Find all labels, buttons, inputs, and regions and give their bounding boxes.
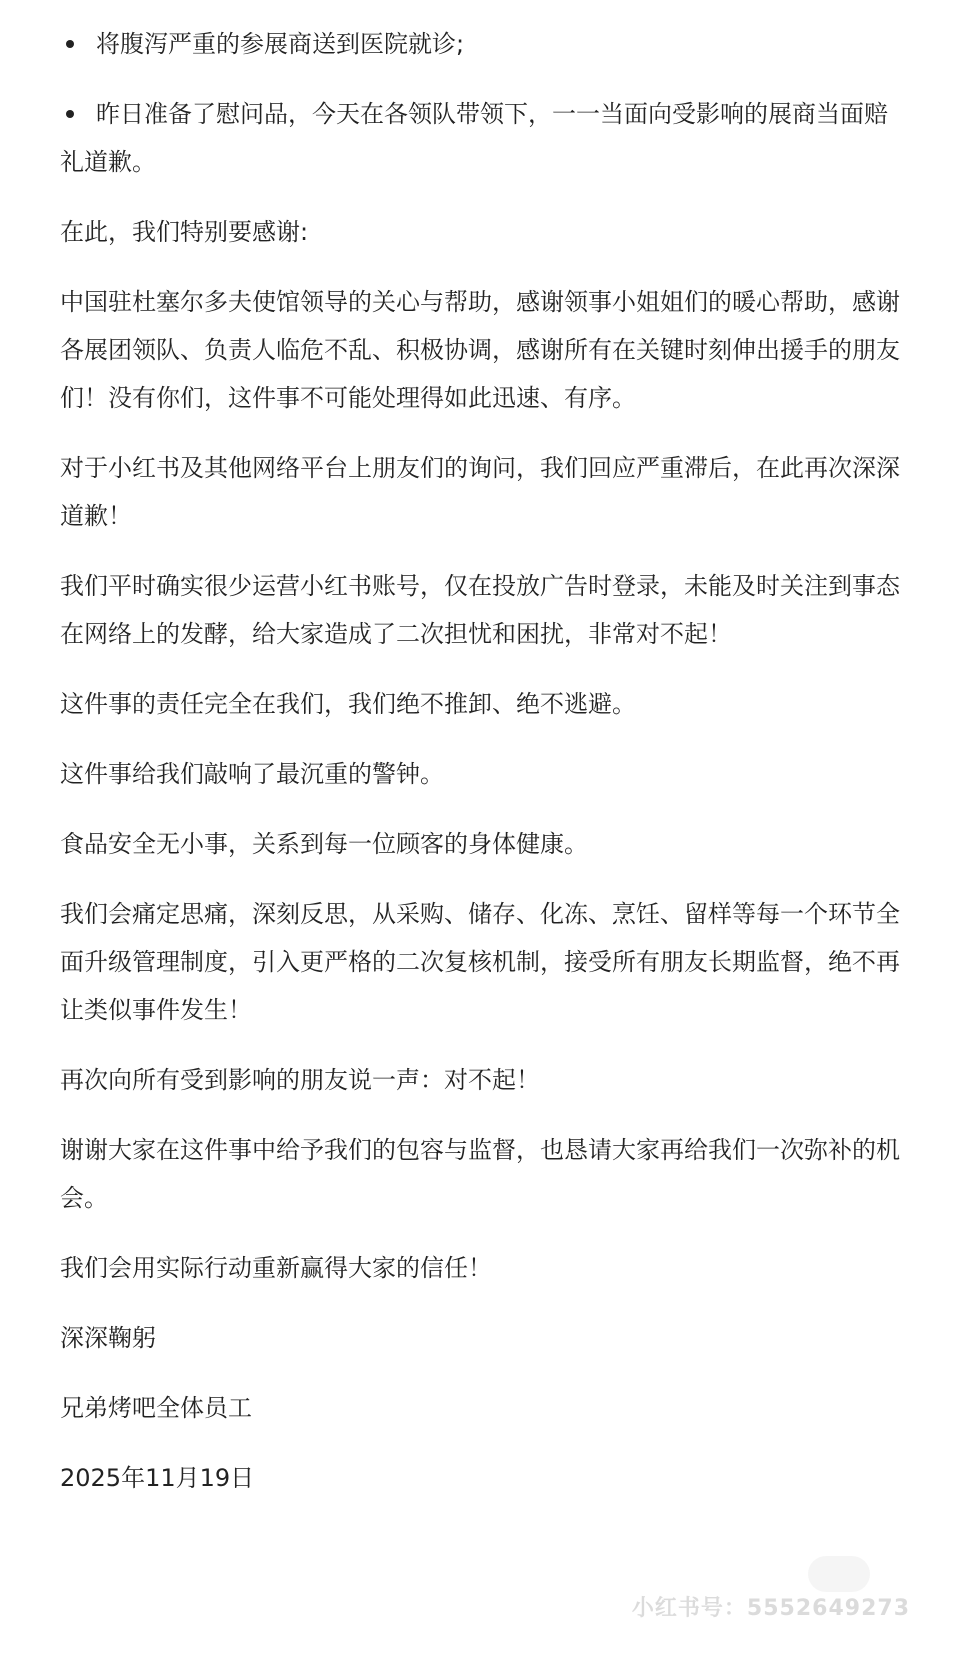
paragraph-warning: 这件事给我们敲响了最沉重的警钟。 — [60, 760, 444, 788]
bullet-item — [60, 90, 900, 186]
paragraph-apology-delay: 对于小红书及其他网络平台上朋友们的询问，我们回应严重滞后，在此再次深深道歉！ — [60, 454, 900, 530]
signature: 兄弟烤吧全体员工 — [60, 1394, 252, 1422]
date: 2025年11月19日 — [60, 1464, 255, 1492]
bullet-text: 将腹泻严重的参展商送到医院就诊; — [96, 30, 465, 58]
paragraph-bow: 深深鞠躬 — [60, 1324, 156, 1352]
paragraph-improvements: 我们会痛定思痛，深刻反思，从采购、储存、化冻、烹饪、留样等每一个环节全面升级管理制度，引入更严格的二次复核机制，接受所有朋友长期监督，绝不再让类似事件发生！ — [60, 900, 900, 1024]
bullet-text: 昨日准备了慰问品，今天在各领队带领下，一一当面向受影响的展商当面赔礼道歉。 — [60, 100, 888, 176]
watermark-text: 小红书号：5552649273 — [631, 1596, 910, 1621]
bullet-dot — [66, 110, 74, 118]
paragraph-account-explanation: 我们平时确实很少运营小红书账号，仅在投放广告时登录，未能及时关注到事态在网络上的发酵，给大家造成了二次担忧和困扰，非常对不起！ — [60, 572, 900, 648]
paragraph-thanks-intro: 在此，我们特别要感谢: — [60, 218, 309, 246]
paragraph-sorry: 再次向所有受到影响的朋友说一声：对不起！ — [60, 1066, 540, 1094]
paragraph-food-safety: 食品安全无小事，关系到每一位顾客的身体健康。 — [60, 830, 588, 858]
letter-body — [60, 20, 900, 1524]
watermark-badge — [808, 1556, 870, 1592]
paragraph-commitment: 我们会用实际行动重新赢得大家的信任！ — [60, 1254, 492, 1282]
paragraph-gratitude: 谢谢大家在这件事中给予我们的包容与监督，也恳请大家再给我们一次弥补的机会。 — [60, 1136, 900, 1212]
bullet-dot — [66, 40, 74, 48]
paragraph-thanks: 中国驻杜塞尔多夫使馆领导的关心与帮助，感谢领事小姐姐们的暖心帮助，感谢各展团领队、负责人临危不乱、积极协调，感谢所有在关键时刻伸出援手的朋友们！没有你们，这件事不可能处理得如此迅速、有序。 — [60, 288, 900, 412]
paragraph-responsibility: 这件事的责任完全在我们，我们绝不推卸、绝不逃避。 — [60, 690, 636, 718]
bullet-item — [60, 20, 900, 68]
